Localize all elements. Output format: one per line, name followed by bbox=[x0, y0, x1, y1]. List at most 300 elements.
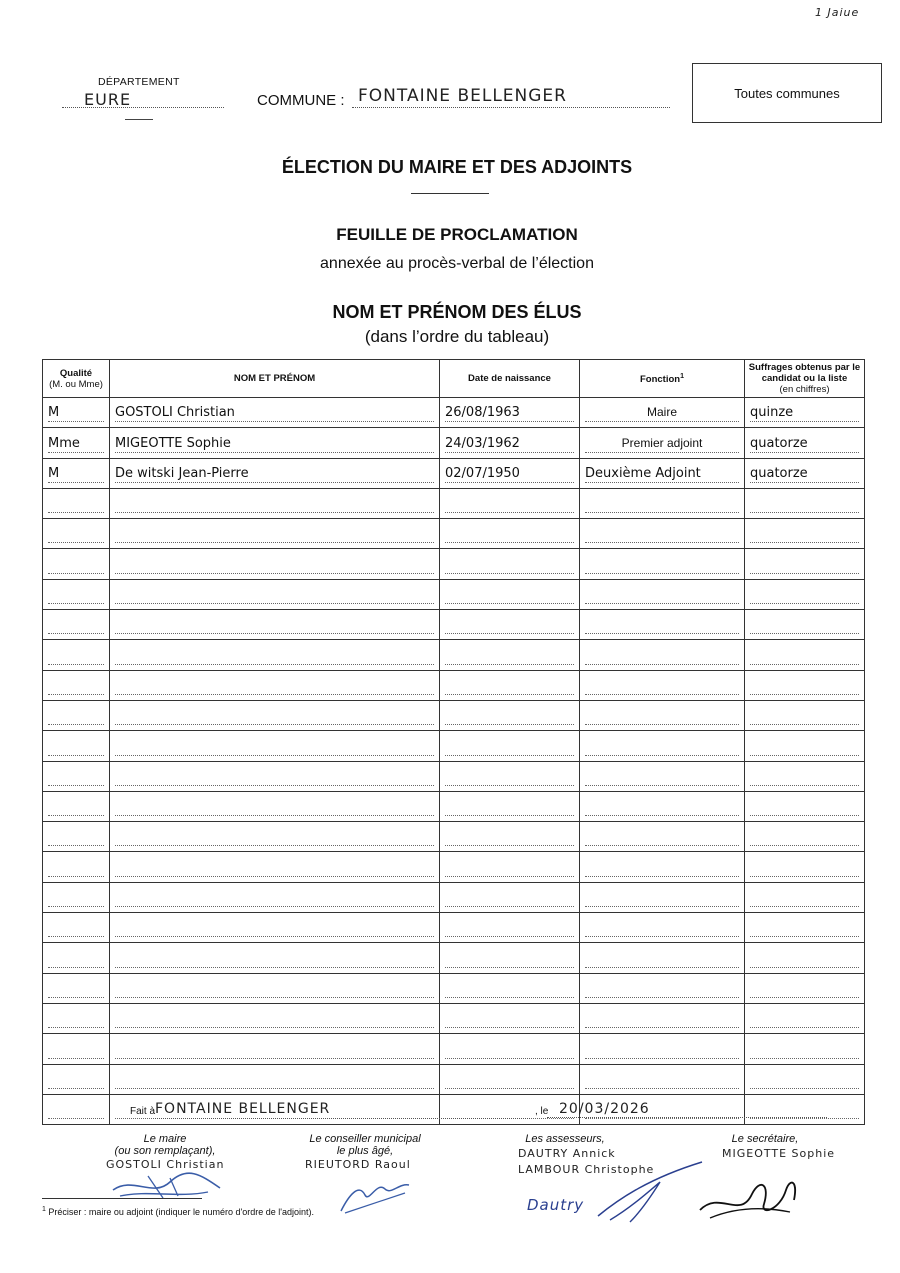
footnote-divider bbox=[42, 1198, 202, 1199]
cell-suffrages bbox=[745, 579, 865, 609]
cell-date bbox=[440, 913, 580, 943]
title-divider bbox=[411, 193, 489, 194]
cell-suffrages-value: quatorze bbox=[750, 465, 859, 483]
cell-nom bbox=[110, 579, 440, 609]
signature-maire-role bbox=[95, 1133, 235, 1157]
cell-nom-value bbox=[115, 738, 434, 756]
cell-date bbox=[440, 549, 580, 579]
cell-nom bbox=[110, 852, 440, 882]
header-suffrages-label: Suffrages obtenus par le candidat ou la liste bbox=[748, 362, 861, 384]
cell-nom-value bbox=[115, 495, 434, 513]
cell-suffrages-value bbox=[750, 950, 859, 968]
commune-field: FONTAINE BELLENGER bbox=[352, 86, 670, 108]
cell-date-value bbox=[445, 768, 574, 786]
cell-qualite bbox=[43, 519, 110, 549]
cell-suffrages bbox=[745, 458, 865, 488]
page-title: ÉLECTION DU MAIRE ET DES ADJOINTS bbox=[281, 157, 633, 177]
cell-qualite-value bbox=[48, 919, 104, 937]
cell-nom-value bbox=[115, 950, 434, 968]
cell-nom bbox=[110, 943, 440, 973]
assesseur-2-name: LAMBOUR Christophe bbox=[518, 1163, 655, 1176]
cell-date bbox=[440, 761, 580, 791]
assesseur-1-signature: Dautry bbox=[527, 1196, 585, 1214]
header-nom: NOM ET PRÉNOM bbox=[110, 360, 440, 398]
cell-qualite-value: M bbox=[48, 404, 104, 422]
cell-date bbox=[440, 670, 580, 700]
cell-fonction-value bbox=[585, 707, 739, 725]
cell-qualite-value bbox=[48, 1010, 104, 1028]
cell-nom-value bbox=[115, 768, 434, 786]
cell-nom bbox=[110, 488, 440, 518]
header-qualite-label: Qualité bbox=[59, 367, 93, 379]
cell-fonction-value bbox=[585, 980, 739, 998]
cell-fonction bbox=[580, 458, 745, 488]
cell-suffrages bbox=[745, 913, 865, 943]
cell-date-value bbox=[445, 980, 574, 998]
cell-qualite bbox=[43, 852, 110, 882]
cell-suffrages-value bbox=[750, 798, 859, 816]
fait-date-label: , le bbox=[535, 1106, 549, 1117]
cell-nom bbox=[110, 519, 440, 549]
cell-qualite bbox=[43, 973, 110, 1003]
cell-fonction bbox=[580, 519, 745, 549]
cell-fonction bbox=[580, 913, 745, 943]
cell-nom bbox=[110, 1064, 440, 1094]
header-suffrages-hint: (en chiffres) bbox=[779, 384, 830, 395]
cell-suffrages-value bbox=[750, 616, 859, 634]
cell-suffrages bbox=[745, 398, 865, 428]
commune-label: COMMUNE : bbox=[257, 92, 345, 109]
cell-suffrages bbox=[745, 610, 865, 640]
signature-secretaire-role: Le secrétaire, bbox=[731, 1133, 799, 1145]
cell-date bbox=[440, 610, 580, 640]
cell-fonction-value bbox=[585, 556, 739, 574]
cell-date-value bbox=[445, 707, 574, 725]
cell-suffrages-value: quinze bbox=[750, 404, 859, 422]
cell-fonction-value: Deuxième Adjoint bbox=[585, 465, 739, 483]
cell-nom-value bbox=[115, 586, 434, 604]
conseiller-role-title: Le conseiller municipal bbox=[309, 1133, 421, 1145]
assesseur-1-name: DAUTRY Annick bbox=[518, 1147, 616, 1160]
cell-suffrages bbox=[745, 731, 865, 761]
cell-date-value bbox=[445, 495, 574, 513]
cell-date bbox=[440, 973, 580, 1003]
cell-nom-value bbox=[115, 1041, 434, 1059]
table-row bbox=[43, 852, 865, 882]
table-row bbox=[43, 519, 865, 549]
conseiller-signature bbox=[335, 1175, 415, 1217]
cell-fonction bbox=[580, 610, 745, 640]
cell-date bbox=[440, 519, 580, 549]
cell-date-value bbox=[445, 950, 574, 968]
cell-qualite-value bbox=[48, 950, 104, 968]
corner-note: 1 Jaiue bbox=[815, 6, 860, 19]
cell-date-value bbox=[445, 616, 574, 634]
cell-qualite bbox=[43, 882, 110, 912]
page-subtitle: FEUILLE DE PROCLAMATION bbox=[336, 225, 578, 244]
secretaire-signature bbox=[690, 1160, 810, 1230]
cell-nom bbox=[110, 731, 440, 761]
cell-suffrages bbox=[745, 428, 865, 458]
cell-suffrages bbox=[745, 791, 865, 821]
cell-nom bbox=[110, 761, 440, 791]
header-fonction-footnote-ref: 1 bbox=[680, 373, 684, 381]
cell-suffrages-value bbox=[750, 980, 859, 998]
table-row bbox=[43, 1034, 865, 1064]
cell-date-value bbox=[445, 556, 574, 574]
cell-fonction bbox=[580, 791, 745, 821]
cell-fonction-value bbox=[585, 677, 739, 695]
cell-suffrages bbox=[745, 640, 865, 670]
cell-date-value bbox=[445, 1010, 574, 1028]
header-fonction bbox=[580, 360, 745, 398]
cell-suffrages-value bbox=[750, 525, 859, 543]
header-qualite bbox=[43, 360, 110, 398]
cell-suffrages-value bbox=[750, 1041, 859, 1059]
cell-fonction-value bbox=[585, 525, 739, 543]
cell-nom bbox=[110, 882, 440, 912]
cell-date-value bbox=[445, 889, 574, 907]
cell-qualite-value bbox=[48, 1041, 104, 1059]
cell-fonction bbox=[580, 973, 745, 1003]
cell-qualite-value bbox=[48, 677, 104, 695]
cell-suffrages bbox=[745, 852, 865, 882]
cell-nom-value bbox=[115, 980, 434, 998]
cell-nom bbox=[110, 549, 440, 579]
cell-date-value bbox=[445, 525, 574, 543]
commune-type-label: Toutes communes bbox=[734, 85, 840, 101]
cell-date bbox=[440, 640, 580, 670]
cell-fonction bbox=[580, 700, 745, 730]
cell-fonction bbox=[580, 488, 745, 518]
cell-date-value bbox=[445, 1041, 574, 1059]
cell-fonction bbox=[580, 398, 745, 428]
cell-suffrages bbox=[745, 882, 865, 912]
cell-nom bbox=[110, 610, 440, 640]
cell-date bbox=[440, 700, 580, 730]
cell-qualite-value: M bbox=[48, 465, 104, 483]
conseiller-role-hint: le plus âgé, bbox=[336, 1145, 394, 1157]
cell-qualite bbox=[43, 488, 110, 518]
cell-nom-value bbox=[115, 798, 434, 816]
table-header-row bbox=[43, 360, 865, 398]
cell-nom bbox=[110, 1003, 440, 1033]
cell-date-value bbox=[445, 647, 574, 665]
cell-fonction-value bbox=[585, 586, 739, 604]
table-row bbox=[43, 670, 865, 700]
cell-date bbox=[440, 1064, 580, 1094]
cell-nom bbox=[110, 1034, 440, 1064]
cell-suffrages bbox=[745, 549, 865, 579]
signature-conseiller-role bbox=[290, 1133, 440, 1157]
departement-divider bbox=[125, 119, 153, 120]
departement-field: EURE bbox=[62, 90, 224, 108]
cell-qualite-value bbox=[48, 859, 104, 877]
cell-fonction bbox=[580, 731, 745, 761]
cell-date-value: 26/08/1963 bbox=[445, 404, 574, 422]
commune-type-box bbox=[692, 63, 882, 123]
header-suffrages bbox=[745, 360, 865, 398]
cell-date bbox=[440, 822, 580, 852]
table-row bbox=[43, 791, 865, 821]
table-row bbox=[43, 398, 865, 428]
cell-fonction-value bbox=[585, 1041, 739, 1059]
cell-date bbox=[440, 1003, 580, 1033]
cell-fonction bbox=[580, 1003, 745, 1033]
cell-fonction bbox=[580, 882, 745, 912]
footnote bbox=[42, 1206, 314, 1217]
footnote-text: Préciser : maire ou adjoint (indiquer le numéro d'ordre de l'adjoint). bbox=[45, 1207, 314, 1217]
cell-nom bbox=[110, 458, 440, 488]
cell-suffrages-value bbox=[750, 738, 859, 756]
cell-nom-value: GOSTOLI Christian bbox=[115, 404, 434, 422]
cell-fonction bbox=[580, 670, 745, 700]
cell-suffrages bbox=[745, 488, 865, 518]
cell-fonction-value bbox=[585, 950, 739, 968]
cell-date bbox=[440, 852, 580, 882]
cell-suffrages-value bbox=[750, 919, 859, 937]
cell-fonction-value: Premier adjoint bbox=[585, 435, 739, 453]
cell-date bbox=[440, 882, 580, 912]
cell-nom bbox=[110, 913, 440, 943]
table-row bbox=[43, 731, 865, 761]
table-row bbox=[43, 913, 865, 943]
cell-qualite-value bbox=[48, 768, 104, 786]
elected-officials-table bbox=[42, 359, 865, 1125]
cell-fonction bbox=[580, 761, 745, 791]
fait-label: Fait à bbox=[130, 1106, 156, 1117]
cell-fonction bbox=[580, 822, 745, 852]
cell-qualite-value bbox=[48, 738, 104, 756]
cell-qualite-value bbox=[48, 828, 104, 846]
conseiller-name: RIEUTORD Raoul bbox=[305, 1158, 411, 1171]
cell-qualite-value bbox=[48, 525, 104, 543]
fait-place-field: FONTAINE BELLENGER bbox=[155, 1101, 530, 1119]
cell-qualite bbox=[43, 610, 110, 640]
cell-nom-value bbox=[115, 919, 434, 937]
cell-fonction-value bbox=[585, 1071, 739, 1089]
table-row bbox=[43, 973, 865, 1003]
header-date: Date de naissance bbox=[440, 360, 580, 398]
cell-suffrages bbox=[745, 670, 865, 700]
cell-suffrages-value bbox=[750, 647, 859, 665]
cell-qualite bbox=[43, 1064, 110, 1094]
cell-suffrages-value bbox=[750, 707, 859, 725]
cell-qualite bbox=[43, 458, 110, 488]
maire-role-title: Le maire bbox=[143, 1133, 187, 1145]
cell-nom bbox=[110, 670, 440, 700]
cell-suffrages-value bbox=[750, 1071, 859, 1089]
cell-qualite bbox=[43, 700, 110, 730]
cell-qualite bbox=[43, 579, 110, 609]
cell-qualite bbox=[43, 398, 110, 428]
cell-qualite bbox=[43, 913, 110, 943]
cell-date-value bbox=[445, 798, 574, 816]
cell-fonction bbox=[580, 579, 745, 609]
cell-qualite-value: Mme bbox=[48, 435, 104, 453]
cell-fonction-value bbox=[585, 859, 739, 877]
cell-date-value bbox=[445, 859, 574, 877]
table-row bbox=[43, 761, 865, 791]
cell-suffrages bbox=[745, 519, 865, 549]
cell-date-value bbox=[445, 828, 574, 846]
cell-qualite-value bbox=[48, 616, 104, 634]
cell-suffrages-value bbox=[750, 677, 859, 695]
header-fonction-label: Fonction bbox=[639, 374, 681, 386]
cell-date bbox=[440, 398, 580, 428]
cell-qualite bbox=[43, 791, 110, 821]
cell-nom-value bbox=[115, 647, 434, 665]
cell-qualite-value bbox=[48, 556, 104, 574]
departement-label: DÉPARTEMENT bbox=[98, 76, 180, 88]
cell-date bbox=[440, 428, 580, 458]
cell-qualite bbox=[43, 1034, 110, 1064]
cell-suffrages bbox=[745, 943, 865, 973]
cell-qualite-value bbox=[48, 495, 104, 513]
cell-fonction-value bbox=[585, 768, 739, 786]
cell-qualite bbox=[43, 1003, 110, 1033]
cell-date-value: 24/03/1962 bbox=[445, 435, 574, 453]
table-row bbox=[43, 700, 865, 730]
cell-suffrages-value bbox=[750, 1010, 859, 1028]
table-row bbox=[43, 822, 865, 852]
cell-fonction-value bbox=[585, 738, 739, 756]
cell-nom-value bbox=[115, 525, 434, 543]
cell-suffrages bbox=[745, 1034, 865, 1064]
section-subtitle: (dans l’ordre du tableau) bbox=[364, 327, 550, 346]
cell-fonction-value bbox=[585, 616, 739, 634]
cell-nom bbox=[110, 791, 440, 821]
cell-nom bbox=[110, 973, 440, 1003]
cell-fonction-value bbox=[585, 1010, 739, 1028]
cell-fonction-value bbox=[585, 495, 739, 513]
cell-nom-value: De witski Jean-Pierre bbox=[115, 465, 434, 483]
cell-date-value bbox=[445, 677, 574, 695]
table-row bbox=[43, 579, 865, 609]
cell-nom bbox=[110, 700, 440, 730]
cell-nom bbox=[110, 398, 440, 428]
cell-suffrages-value bbox=[750, 859, 859, 877]
table-row bbox=[43, 610, 865, 640]
fait-date-field: 20/03/2026 bbox=[547, 1101, 827, 1118]
maire-role-hint: (ou son remplaçant), bbox=[114, 1145, 216, 1157]
signature-assesseurs-role: Les assesseurs, bbox=[525, 1133, 605, 1145]
cell-qualite-value bbox=[48, 798, 104, 816]
cell-nom bbox=[110, 822, 440, 852]
cell-date bbox=[440, 791, 580, 821]
cell-qualite bbox=[43, 822, 110, 852]
cell-suffrages bbox=[745, 1003, 865, 1033]
cell-nom-value bbox=[115, 616, 434, 634]
cell-nom-value bbox=[115, 859, 434, 877]
cell-qualite-value bbox=[48, 1101, 104, 1119]
cell-qualite bbox=[43, 640, 110, 670]
cell-fonction bbox=[580, 1064, 745, 1094]
cell-fonction-value bbox=[585, 919, 739, 937]
secretaire-name: MIGEOTTE Sophie bbox=[722, 1147, 836, 1160]
cell-suffrages bbox=[745, 1064, 865, 1094]
cell-nom bbox=[110, 428, 440, 458]
cell-date bbox=[440, 1034, 580, 1064]
cell-suffrages bbox=[745, 973, 865, 1003]
cell-qualite-value bbox=[48, 647, 104, 665]
cell-qualite bbox=[43, 731, 110, 761]
cell-suffrages bbox=[745, 822, 865, 852]
cell-qualite bbox=[43, 670, 110, 700]
cell-qualite bbox=[43, 1094, 110, 1124]
cell-fonction bbox=[580, 640, 745, 670]
cell-fonction bbox=[580, 549, 745, 579]
cell-nom-value bbox=[115, 677, 434, 695]
cell-suffrages-value bbox=[750, 556, 859, 574]
table-row bbox=[43, 1064, 865, 1094]
cell-date-value bbox=[445, 919, 574, 937]
cell-nom-value bbox=[115, 707, 434, 725]
cell-suffrages-value bbox=[750, 495, 859, 513]
cell-nom bbox=[110, 640, 440, 670]
cell-suffrages-value: quatorze bbox=[750, 435, 859, 453]
cell-date bbox=[440, 488, 580, 518]
table-row bbox=[43, 549, 865, 579]
cell-suffrages-value bbox=[750, 768, 859, 786]
cell-nom-value bbox=[115, 1010, 434, 1028]
cell-qualite bbox=[43, 761, 110, 791]
cell-date bbox=[440, 943, 580, 973]
cell-fonction-value bbox=[585, 828, 739, 846]
cell-qualite bbox=[43, 943, 110, 973]
cell-fonction bbox=[580, 852, 745, 882]
cell-nom-value bbox=[115, 1071, 434, 1089]
footnote-number: 1 bbox=[42, 1206, 46, 1213]
cell-nom-value bbox=[115, 556, 434, 574]
cell-fonction bbox=[580, 1034, 745, 1064]
cell-suffrages bbox=[745, 761, 865, 791]
table-row bbox=[43, 640, 865, 670]
cell-qualite bbox=[43, 549, 110, 579]
cell-nom-value bbox=[115, 889, 434, 907]
cell-date bbox=[440, 579, 580, 609]
cell-suffrages-value bbox=[750, 889, 859, 907]
cell-date-value: 02/07/1950 bbox=[445, 465, 574, 483]
page-subtitle-annex: annexée au procès-verbal de l’élection bbox=[320, 255, 594, 272]
cell-date bbox=[440, 458, 580, 488]
table-row bbox=[43, 458, 865, 488]
table-row bbox=[43, 882, 865, 912]
cell-fonction-value: Maire bbox=[585, 404, 739, 422]
cell-qualite-value bbox=[48, 586, 104, 604]
cell-suffrages-value bbox=[750, 828, 859, 846]
table-row bbox=[43, 428, 865, 458]
cell-suffrages-value bbox=[750, 586, 859, 604]
cell-fonction bbox=[580, 428, 745, 458]
cell-fonction-value bbox=[585, 889, 739, 907]
cell-date-value bbox=[445, 586, 574, 604]
section-title: NOM ET PRÉNOM DES ÉLUS bbox=[332, 302, 582, 322]
table-row bbox=[43, 943, 865, 973]
cell-date-value bbox=[445, 738, 574, 756]
maire-name: GOSTOLI Christian bbox=[106, 1158, 225, 1171]
cell-fonction-value bbox=[585, 798, 739, 816]
cell-qualite-value bbox=[48, 889, 104, 907]
cell-date-value bbox=[445, 1071, 574, 1089]
cell-qualite-value bbox=[48, 980, 104, 998]
table-row bbox=[43, 1003, 865, 1033]
header-qualite-hint: (M. ou Mme) bbox=[49, 378, 103, 390]
table-row bbox=[43, 488, 865, 518]
cell-qualite-value bbox=[48, 707, 104, 725]
cell-fonction bbox=[580, 943, 745, 973]
cell-fonction-value bbox=[585, 647, 739, 665]
